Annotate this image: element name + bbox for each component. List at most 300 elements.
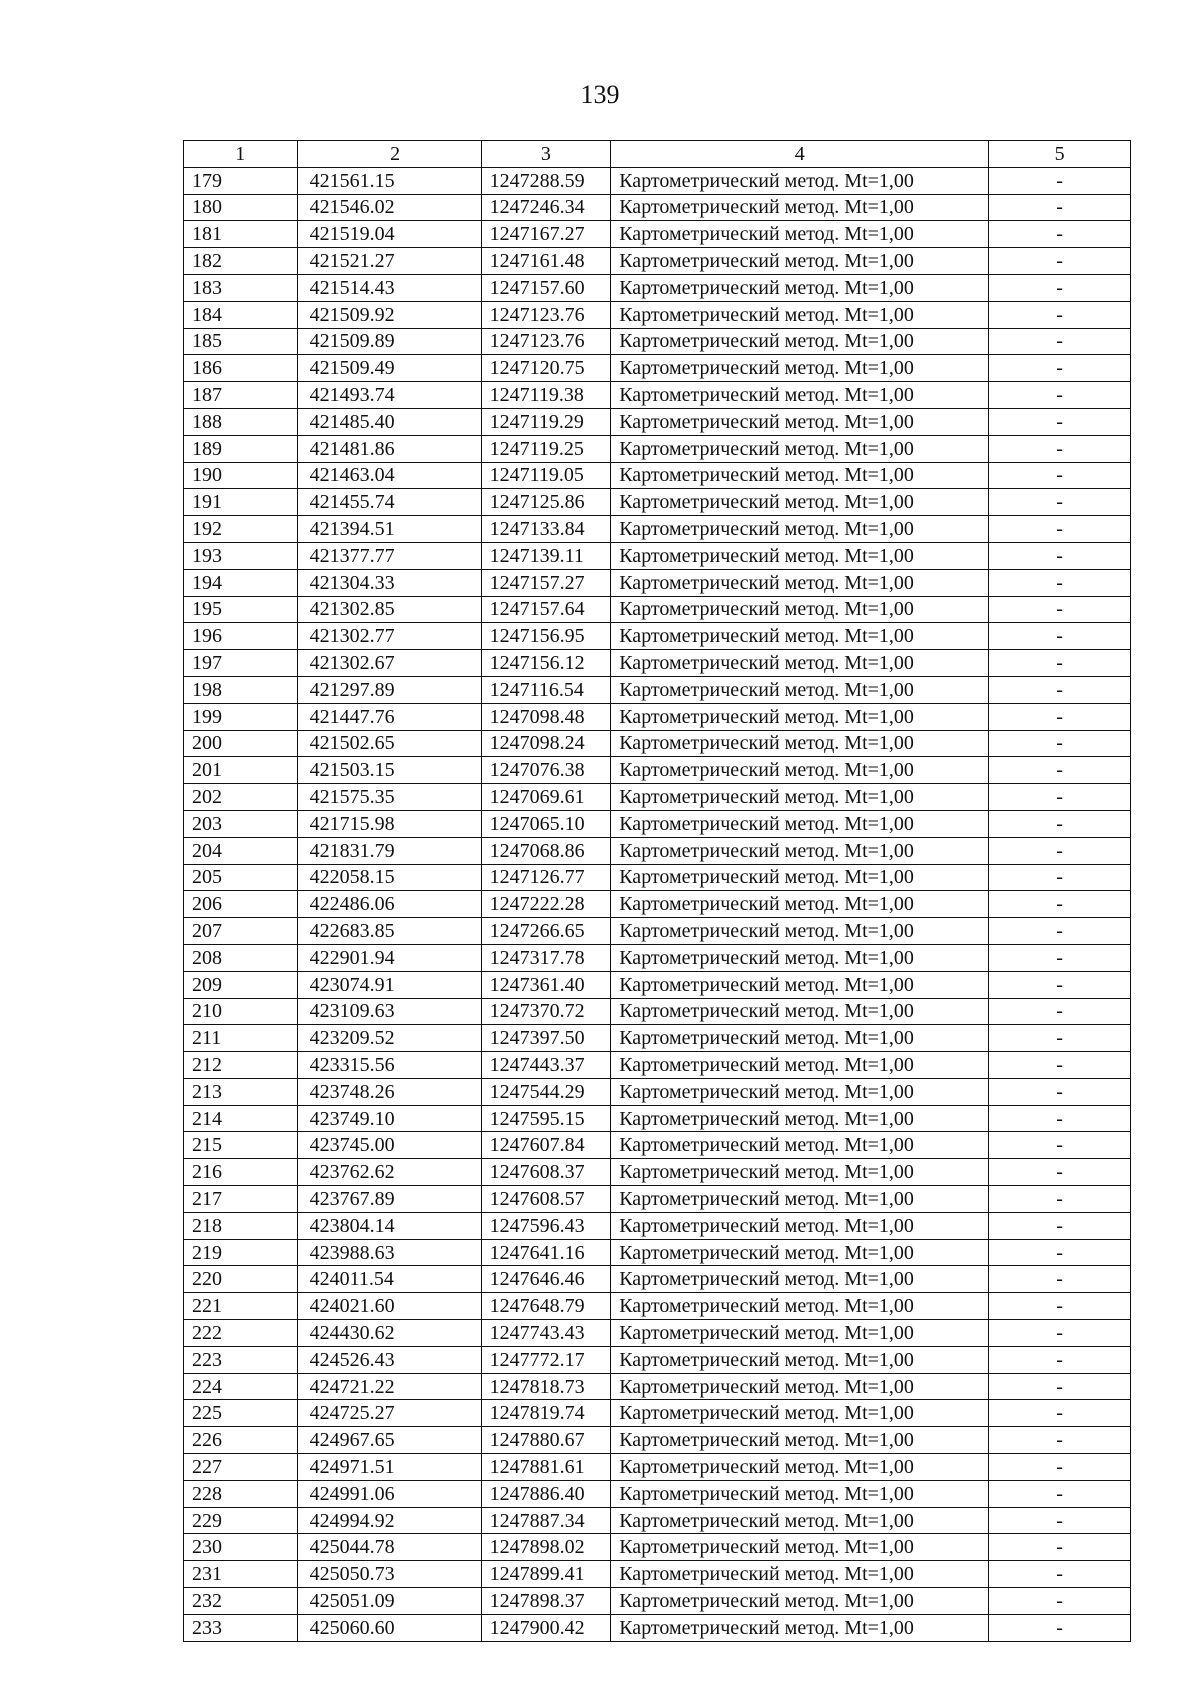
x-coordinate-cell: 425051.09 bbox=[297, 1588, 481, 1615]
point-number-cell: 211 bbox=[184, 1025, 298, 1052]
table-row bbox=[184, 1212, 1131, 1239]
method-cell: Картометрический метод. Mt=1,00 bbox=[611, 274, 989, 301]
note-cell: - bbox=[989, 1266, 1131, 1293]
x-coordinate-cell: 421519.04 bbox=[297, 221, 481, 248]
note-cell: - bbox=[989, 703, 1131, 730]
x-coordinate-cell: 425044.78 bbox=[297, 1534, 481, 1561]
y-coordinate-cell: 1247123.76 bbox=[481, 328, 611, 355]
x-coordinate-cell: 421455.74 bbox=[297, 489, 481, 516]
point-number-cell: 204 bbox=[184, 837, 298, 864]
x-coordinate-cell: 423762.62 bbox=[297, 1159, 481, 1186]
point-number-cell: 192 bbox=[184, 516, 298, 543]
note-cell: - bbox=[989, 1427, 1131, 1454]
note-cell: - bbox=[989, 944, 1131, 971]
note-cell: - bbox=[989, 676, 1131, 703]
x-coordinate-cell: 421302.67 bbox=[297, 650, 481, 677]
table-row bbox=[184, 891, 1131, 918]
point-number-cell: 185 bbox=[184, 328, 298, 355]
x-coordinate-cell: 421493.74 bbox=[297, 382, 481, 409]
table-row bbox=[184, 676, 1131, 703]
table-row bbox=[184, 1132, 1131, 1159]
column-header-2: 2 bbox=[297, 141, 481, 168]
point-number-cell: 180 bbox=[184, 194, 298, 221]
point-number-cell: 212 bbox=[184, 1052, 298, 1079]
table-row bbox=[184, 650, 1131, 677]
page-number: 139 bbox=[580, 80, 620, 109]
x-coordinate-cell: 421485.40 bbox=[297, 408, 481, 435]
method-cell: Картометрический метод. Mt=1,00 bbox=[611, 1480, 989, 1507]
table-row bbox=[184, 221, 1131, 248]
note-cell: - bbox=[989, 650, 1131, 677]
method-cell: Картометрический метод. Mt=1,00 bbox=[611, 1320, 989, 1347]
x-coordinate-cell: 424011.54 bbox=[297, 1266, 481, 1293]
method-cell: Картометрический метод. Mt=1,00 bbox=[611, 1293, 989, 1320]
y-coordinate-cell: 1247317.78 bbox=[481, 944, 611, 971]
point-number-cell: 232 bbox=[184, 1588, 298, 1615]
point-number-cell: 187 bbox=[184, 382, 298, 409]
y-coordinate-cell: 1247156.12 bbox=[481, 650, 611, 677]
table-row bbox=[184, 1025, 1131, 1052]
method-cell: Картометрический метод. Mt=1,00 bbox=[611, 1266, 989, 1293]
table-row bbox=[184, 489, 1131, 516]
table-row bbox=[184, 1400, 1131, 1427]
point-number-cell: 194 bbox=[184, 569, 298, 596]
note-cell: - bbox=[989, 489, 1131, 516]
note-cell: - bbox=[989, 1212, 1131, 1239]
note-cell: - bbox=[989, 1534, 1131, 1561]
y-coordinate-cell: 1247119.05 bbox=[481, 462, 611, 489]
point-number-cell: 214 bbox=[184, 1105, 298, 1132]
point-number-cell: 198 bbox=[184, 676, 298, 703]
x-coordinate-cell: 424967.65 bbox=[297, 1427, 481, 1454]
note-cell: - bbox=[989, 1561, 1131, 1588]
y-coordinate-cell: 1247065.10 bbox=[481, 810, 611, 837]
table-row bbox=[184, 971, 1131, 998]
table-row bbox=[184, 248, 1131, 275]
x-coordinate-cell: 425050.73 bbox=[297, 1561, 481, 1588]
y-coordinate-cell: 1247167.27 bbox=[481, 221, 611, 248]
note-cell: - bbox=[989, 301, 1131, 328]
note-cell: - bbox=[989, 998, 1131, 1025]
x-coordinate-cell: 423804.14 bbox=[297, 1212, 481, 1239]
note-cell: - bbox=[989, 1105, 1131, 1132]
y-coordinate-cell: 1247288.59 bbox=[481, 167, 611, 194]
column-header-1: 1 bbox=[184, 141, 298, 168]
table-row bbox=[184, 784, 1131, 811]
note-cell: - bbox=[989, 1346, 1131, 1373]
table-row bbox=[184, 1266, 1131, 1293]
y-coordinate-cell: 1247900.42 bbox=[481, 1614, 611, 1641]
table-row bbox=[184, 1105, 1131, 1132]
point-number-cell: 219 bbox=[184, 1239, 298, 1266]
x-coordinate-cell: 421463.04 bbox=[297, 462, 481, 489]
method-cell: Картометрический метод. Mt=1,00 bbox=[611, 1078, 989, 1105]
method-cell: Картометрический метод. Mt=1,00 bbox=[611, 1159, 989, 1186]
table-row bbox=[184, 1052, 1131, 1079]
x-coordinate-cell: 422486.06 bbox=[297, 891, 481, 918]
table-row bbox=[184, 328, 1131, 355]
x-coordinate-cell: 421561.15 bbox=[297, 167, 481, 194]
note-cell: - bbox=[989, 221, 1131, 248]
method-cell: Картометрический метод. Mt=1,00 bbox=[611, 703, 989, 730]
table-row bbox=[184, 1186, 1131, 1213]
method-cell: Картометрический метод. Mt=1,00 bbox=[611, 864, 989, 891]
table-row bbox=[184, 355, 1131, 382]
x-coordinate-cell: 423209.52 bbox=[297, 1025, 481, 1052]
table-row bbox=[184, 864, 1131, 891]
note-cell: - bbox=[989, 1480, 1131, 1507]
note-cell: - bbox=[989, 1159, 1131, 1186]
x-coordinate-cell: 421302.77 bbox=[297, 623, 481, 650]
y-coordinate-cell: 1247123.76 bbox=[481, 301, 611, 328]
point-number-cell: 196 bbox=[184, 623, 298, 650]
y-coordinate-cell: 1247443.37 bbox=[481, 1052, 611, 1079]
y-coordinate-cell: 1247646.46 bbox=[481, 1266, 611, 1293]
table-row bbox=[184, 542, 1131, 569]
method-cell: Картометрический метод. Mt=1,00 bbox=[611, 221, 989, 248]
x-coordinate-cell: 424526.43 bbox=[297, 1346, 481, 1373]
table-row bbox=[184, 918, 1131, 945]
table-row bbox=[184, 1346, 1131, 1373]
point-number-cell: 203 bbox=[184, 810, 298, 837]
point-number-cell: 210 bbox=[184, 998, 298, 1025]
note-cell: - bbox=[989, 1588, 1131, 1615]
y-coordinate-cell: 1247370.72 bbox=[481, 998, 611, 1025]
point-number-cell: 226 bbox=[184, 1427, 298, 1454]
note-cell: - bbox=[989, 1239, 1131, 1266]
note-cell: - bbox=[989, 382, 1131, 409]
note-cell: - bbox=[989, 623, 1131, 650]
method-cell: Картометрический метод. Mt=1,00 bbox=[611, 730, 989, 757]
y-coordinate-cell: 1247898.37 bbox=[481, 1588, 611, 1615]
note-cell: - bbox=[989, 1052, 1131, 1079]
method-cell: Картометрический метод. Mt=1,00 bbox=[611, 1373, 989, 1400]
table-row bbox=[184, 810, 1131, 837]
table-row bbox=[184, 408, 1131, 435]
y-coordinate-cell: 1247898.02 bbox=[481, 1534, 611, 1561]
method-cell: Картометрический метод. Mt=1,00 bbox=[611, 1132, 989, 1159]
method-cell: Картометрический метод. Mt=1,00 bbox=[611, 408, 989, 435]
x-coordinate-cell: 422058.15 bbox=[297, 864, 481, 891]
note-cell: - bbox=[989, 167, 1131, 194]
column-header-5: 5 bbox=[989, 141, 1131, 168]
method-cell: Картометрический метод. Mt=1,00 bbox=[611, 167, 989, 194]
table-row bbox=[184, 516, 1131, 543]
note-cell: - bbox=[989, 971, 1131, 998]
table-row bbox=[184, 1507, 1131, 1534]
note-cell: - bbox=[989, 1078, 1131, 1105]
point-number-cell: 189 bbox=[184, 435, 298, 462]
point-number-cell: 230 bbox=[184, 1534, 298, 1561]
table-row bbox=[184, 596, 1131, 623]
method-cell: Картометрический метод. Mt=1,00 bbox=[611, 837, 989, 864]
method-cell: Картометрический метод. Mt=1,00 bbox=[611, 435, 989, 462]
table-row bbox=[184, 194, 1131, 221]
x-coordinate-cell: 421502.65 bbox=[297, 730, 481, 757]
table-row bbox=[184, 837, 1131, 864]
y-coordinate-cell: 1247098.48 bbox=[481, 703, 611, 730]
table-row bbox=[184, 730, 1131, 757]
note-cell: - bbox=[989, 1373, 1131, 1400]
x-coordinate-cell: 421509.89 bbox=[297, 328, 481, 355]
note-cell: - bbox=[989, 757, 1131, 784]
table-row bbox=[184, 703, 1131, 730]
method-cell: Картометрический метод. Mt=1,00 bbox=[611, 1346, 989, 1373]
method-cell: Картометрический метод. Mt=1,00 bbox=[611, 918, 989, 945]
table-row bbox=[184, 382, 1131, 409]
y-coordinate-cell: 1247157.60 bbox=[481, 274, 611, 301]
note-cell: - bbox=[989, 1614, 1131, 1641]
y-coordinate-cell: 1247266.65 bbox=[481, 918, 611, 945]
y-coordinate-cell: 1247886.40 bbox=[481, 1480, 611, 1507]
table-row bbox=[184, 462, 1131, 489]
table-row bbox=[184, 167, 1131, 194]
method-cell: Картометрический метод. Mt=1,00 bbox=[611, 1561, 989, 1588]
table-row bbox=[184, 274, 1131, 301]
x-coordinate-cell: 424725.27 bbox=[297, 1400, 481, 1427]
y-coordinate-cell: 1247743.43 bbox=[481, 1320, 611, 1347]
x-coordinate-cell: 422901.94 bbox=[297, 944, 481, 971]
point-number-cell: 228 bbox=[184, 1480, 298, 1507]
x-coordinate-cell: 424971.51 bbox=[297, 1454, 481, 1481]
y-coordinate-cell: 1247068.86 bbox=[481, 837, 611, 864]
y-coordinate-cell: 1247116.54 bbox=[481, 676, 611, 703]
method-cell: Картометрический метод. Mt=1,00 bbox=[611, 784, 989, 811]
method-cell: Картометрический метод. Mt=1,00 bbox=[611, 998, 989, 1025]
point-number-cell: 179 bbox=[184, 167, 298, 194]
x-coordinate-cell: 423074.91 bbox=[297, 971, 481, 998]
x-coordinate-cell: 423767.89 bbox=[297, 1186, 481, 1213]
point-number-cell: 206 bbox=[184, 891, 298, 918]
table-row bbox=[184, 1078, 1131, 1105]
y-coordinate-cell: 1247608.37 bbox=[481, 1159, 611, 1186]
note-cell: - bbox=[989, 274, 1131, 301]
y-coordinate-cell: 1247899.41 bbox=[481, 1561, 611, 1588]
method-cell: Картометрический метод. Mt=1,00 bbox=[611, 1212, 989, 1239]
note-cell: - bbox=[989, 194, 1131, 221]
method-cell: Картометрический метод. Mt=1,00 bbox=[611, 1025, 989, 1052]
point-number-cell: 205 bbox=[184, 864, 298, 891]
y-coordinate-cell: 1247772.17 bbox=[481, 1346, 611, 1373]
table-row bbox=[184, 1588, 1131, 1615]
method-cell: Картометрический метод. Mt=1,00 bbox=[611, 757, 989, 784]
method-cell: Картометрический метод. Mt=1,00 bbox=[611, 301, 989, 328]
y-coordinate-cell: 1247641.16 bbox=[481, 1239, 611, 1266]
method-cell: Картометрический метод. Mt=1,00 bbox=[611, 328, 989, 355]
table-row bbox=[184, 435, 1131, 462]
point-number-cell: 202 bbox=[184, 784, 298, 811]
table-row bbox=[184, 1561, 1131, 1588]
note-cell: - bbox=[989, 810, 1131, 837]
point-number-cell: 213 bbox=[184, 1078, 298, 1105]
x-coordinate-cell: 421297.89 bbox=[297, 676, 481, 703]
point-number-cell: 207 bbox=[184, 918, 298, 945]
note-cell: - bbox=[989, 1132, 1131, 1159]
point-number-cell: 197 bbox=[184, 650, 298, 677]
y-coordinate-cell: 1247608.57 bbox=[481, 1186, 611, 1213]
y-coordinate-cell: 1247119.25 bbox=[481, 435, 611, 462]
x-coordinate-cell: 423749.10 bbox=[297, 1105, 481, 1132]
y-coordinate-cell: 1247120.75 bbox=[481, 355, 611, 382]
x-coordinate-cell: 422683.85 bbox=[297, 918, 481, 945]
point-number-cell: 222 bbox=[184, 1320, 298, 1347]
x-coordinate-cell: 421302.85 bbox=[297, 596, 481, 623]
method-cell: Картометрический метод. Mt=1,00 bbox=[611, 1507, 989, 1534]
table-row bbox=[184, 1373, 1131, 1400]
table-row bbox=[184, 1293, 1131, 1320]
table-row bbox=[184, 301, 1131, 328]
note-cell: - bbox=[989, 730, 1131, 757]
method-cell: Картометрический метод. Mt=1,00 bbox=[611, 676, 989, 703]
y-coordinate-cell: 1247139.11 bbox=[481, 542, 611, 569]
point-number-cell: 200 bbox=[184, 730, 298, 757]
point-number-cell: 231 bbox=[184, 1561, 298, 1588]
y-coordinate-cell: 1247648.79 bbox=[481, 1293, 611, 1320]
y-coordinate-cell: 1247119.38 bbox=[481, 382, 611, 409]
y-coordinate-cell: 1247157.64 bbox=[481, 596, 611, 623]
point-number-cell: 215 bbox=[184, 1132, 298, 1159]
table-row bbox=[184, 1320, 1131, 1347]
point-number-cell: 195 bbox=[184, 596, 298, 623]
point-number-cell: 191 bbox=[184, 489, 298, 516]
method-cell: Картометрический метод. Mt=1,00 bbox=[611, 569, 989, 596]
table-body bbox=[184, 167, 1131, 1641]
point-number-cell: 233 bbox=[184, 1614, 298, 1641]
table-row bbox=[184, 1480, 1131, 1507]
x-coordinate-cell: 421481.86 bbox=[297, 435, 481, 462]
table-header-row bbox=[184, 141, 1131, 168]
point-number-cell: 223 bbox=[184, 1346, 298, 1373]
point-number-cell: 183 bbox=[184, 274, 298, 301]
y-coordinate-cell: 1247595.15 bbox=[481, 1105, 611, 1132]
x-coordinate-cell: 421377.77 bbox=[297, 542, 481, 569]
point-number-cell: 217 bbox=[184, 1186, 298, 1213]
method-cell: Картометрический метод. Mt=1,00 bbox=[611, 1534, 989, 1561]
note-cell: - bbox=[989, 784, 1131, 811]
x-coordinate-cell: 421514.43 bbox=[297, 274, 481, 301]
y-coordinate-cell: 1247880.67 bbox=[481, 1427, 611, 1454]
note-cell: - bbox=[989, 408, 1131, 435]
y-coordinate-cell: 1247397.50 bbox=[481, 1025, 611, 1052]
note-cell: - bbox=[989, 516, 1131, 543]
y-coordinate-cell: 1247222.28 bbox=[481, 891, 611, 918]
x-coordinate-cell: 421831.79 bbox=[297, 837, 481, 864]
y-coordinate-cell: 1247125.86 bbox=[481, 489, 611, 516]
y-coordinate-cell: 1247887.34 bbox=[481, 1507, 611, 1534]
x-coordinate-cell: 421447.76 bbox=[297, 703, 481, 730]
method-cell: Картометрический метод. Mt=1,00 bbox=[611, 248, 989, 275]
note-cell: - bbox=[989, 435, 1131, 462]
table-row bbox=[184, 998, 1131, 1025]
column-header-3: 3 bbox=[481, 141, 611, 168]
note-cell: - bbox=[989, 596, 1131, 623]
note-cell: - bbox=[989, 569, 1131, 596]
y-coordinate-cell: 1247818.73 bbox=[481, 1373, 611, 1400]
x-coordinate-cell: 421546.02 bbox=[297, 194, 481, 221]
note-cell: - bbox=[989, 1400, 1131, 1427]
point-number-cell: 209 bbox=[184, 971, 298, 998]
point-number-cell: 225 bbox=[184, 1400, 298, 1427]
point-number-cell: 186 bbox=[184, 355, 298, 382]
note-cell: - bbox=[989, 542, 1131, 569]
point-number-cell: 182 bbox=[184, 248, 298, 275]
note-cell: - bbox=[989, 1186, 1131, 1213]
point-number-cell: 188 bbox=[184, 408, 298, 435]
coordinates-table bbox=[183, 140, 1131, 1642]
point-number-cell: 216 bbox=[184, 1159, 298, 1186]
method-cell: Картометрический метод. Mt=1,00 bbox=[611, 596, 989, 623]
method-cell: Картометрический метод. Mt=1,00 bbox=[611, 1454, 989, 1481]
point-number-cell: 218 bbox=[184, 1212, 298, 1239]
note-cell: - bbox=[989, 355, 1131, 382]
point-number-cell: 190 bbox=[184, 462, 298, 489]
y-coordinate-cell: 1247607.84 bbox=[481, 1132, 611, 1159]
table-row bbox=[184, 1534, 1131, 1561]
point-number-cell: 208 bbox=[184, 944, 298, 971]
point-number-cell: 229 bbox=[184, 1507, 298, 1534]
note-cell: - bbox=[989, 1025, 1131, 1052]
x-coordinate-cell: 421304.33 bbox=[297, 569, 481, 596]
y-coordinate-cell: 1247076.38 bbox=[481, 757, 611, 784]
y-coordinate-cell: 1247161.48 bbox=[481, 248, 611, 275]
table-row bbox=[184, 569, 1131, 596]
note-cell: - bbox=[989, 328, 1131, 355]
note-cell: - bbox=[989, 837, 1131, 864]
x-coordinate-cell: 424721.22 bbox=[297, 1373, 481, 1400]
point-number-cell: 201 bbox=[184, 757, 298, 784]
method-cell: Картометрический метод. Mt=1,00 bbox=[611, 944, 989, 971]
note-cell: - bbox=[989, 1293, 1131, 1320]
point-number-cell: 193 bbox=[184, 542, 298, 569]
x-coordinate-cell: 424430.62 bbox=[297, 1320, 481, 1347]
note-cell: - bbox=[989, 462, 1131, 489]
x-coordinate-cell: 423988.63 bbox=[297, 1239, 481, 1266]
x-coordinate-cell: 421509.49 bbox=[297, 355, 481, 382]
table-row bbox=[184, 623, 1131, 650]
method-cell: Картометрический метод. Mt=1,00 bbox=[611, 891, 989, 918]
table-row bbox=[184, 1454, 1131, 1481]
note-cell: - bbox=[989, 248, 1131, 275]
y-coordinate-cell: 1247246.34 bbox=[481, 194, 611, 221]
note-cell: - bbox=[989, 864, 1131, 891]
method-cell: Картометрический метод. Mt=1,00 bbox=[611, 971, 989, 998]
method-cell: Картометрический метод. Mt=1,00 bbox=[611, 489, 989, 516]
y-coordinate-cell: 1247544.29 bbox=[481, 1078, 611, 1105]
method-cell: Картометрический метод. Mt=1,00 bbox=[611, 516, 989, 543]
method-cell: Картометрический метод. Mt=1,00 bbox=[611, 1400, 989, 1427]
x-coordinate-cell: 424991.06 bbox=[297, 1480, 481, 1507]
note-cell: - bbox=[989, 891, 1131, 918]
column-header-4: 4 bbox=[611, 141, 989, 168]
method-cell: Картометрический метод. Mt=1,00 bbox=[611, 623, 989, 650]
x-coordinate-cell: 421509.92 bbox=[297, 301, 481, 328]
y-coordinate-cell: 1247881.61 bbox=[481, 1454, 611, 1481]
note-cell: - bbox=[989, 1454, 1131, 1481]
method-cell: Картометрический метод. Mt=1,00 bbox=[611, 1614, 989, 1641]
note-cell: - bbox=[989, 1507, 1131, 1534]
x-coordinate-cell: 423745.00 bbox=[297, 1132, 481, 1159]
note-cell: - bbox=[989, 1320, 1131, 1347]
x-coordinate-cell: 421521.27 bbox=[297, 248, 481, 275]
method-cell: Картометрический метод. Mt=1,00 bbox=[611, 462, 989, 489]
method-cell: Картометрический метод. Mt=1,00 bbox=[611, 650, 989, 677]
method-cell: Картометрический метод. Mt=1,00 bbox=[611, 1427, 989, 1454]
point-number-cell: 220 bbox=[184, 1266, 298, 1293]
method-cell: Картометрический метод. Mt=1,00 bbox=[611, 194, 989, 221]
method-cell: Картометрический метод. Mt=1,00 bbox=[611, 382, 989, 409]
note-cell: - bbox=[989, 918, 1131, 945]
x-coordinate-cell: 421394.51 bbox=[297, 516, 481, 543]
